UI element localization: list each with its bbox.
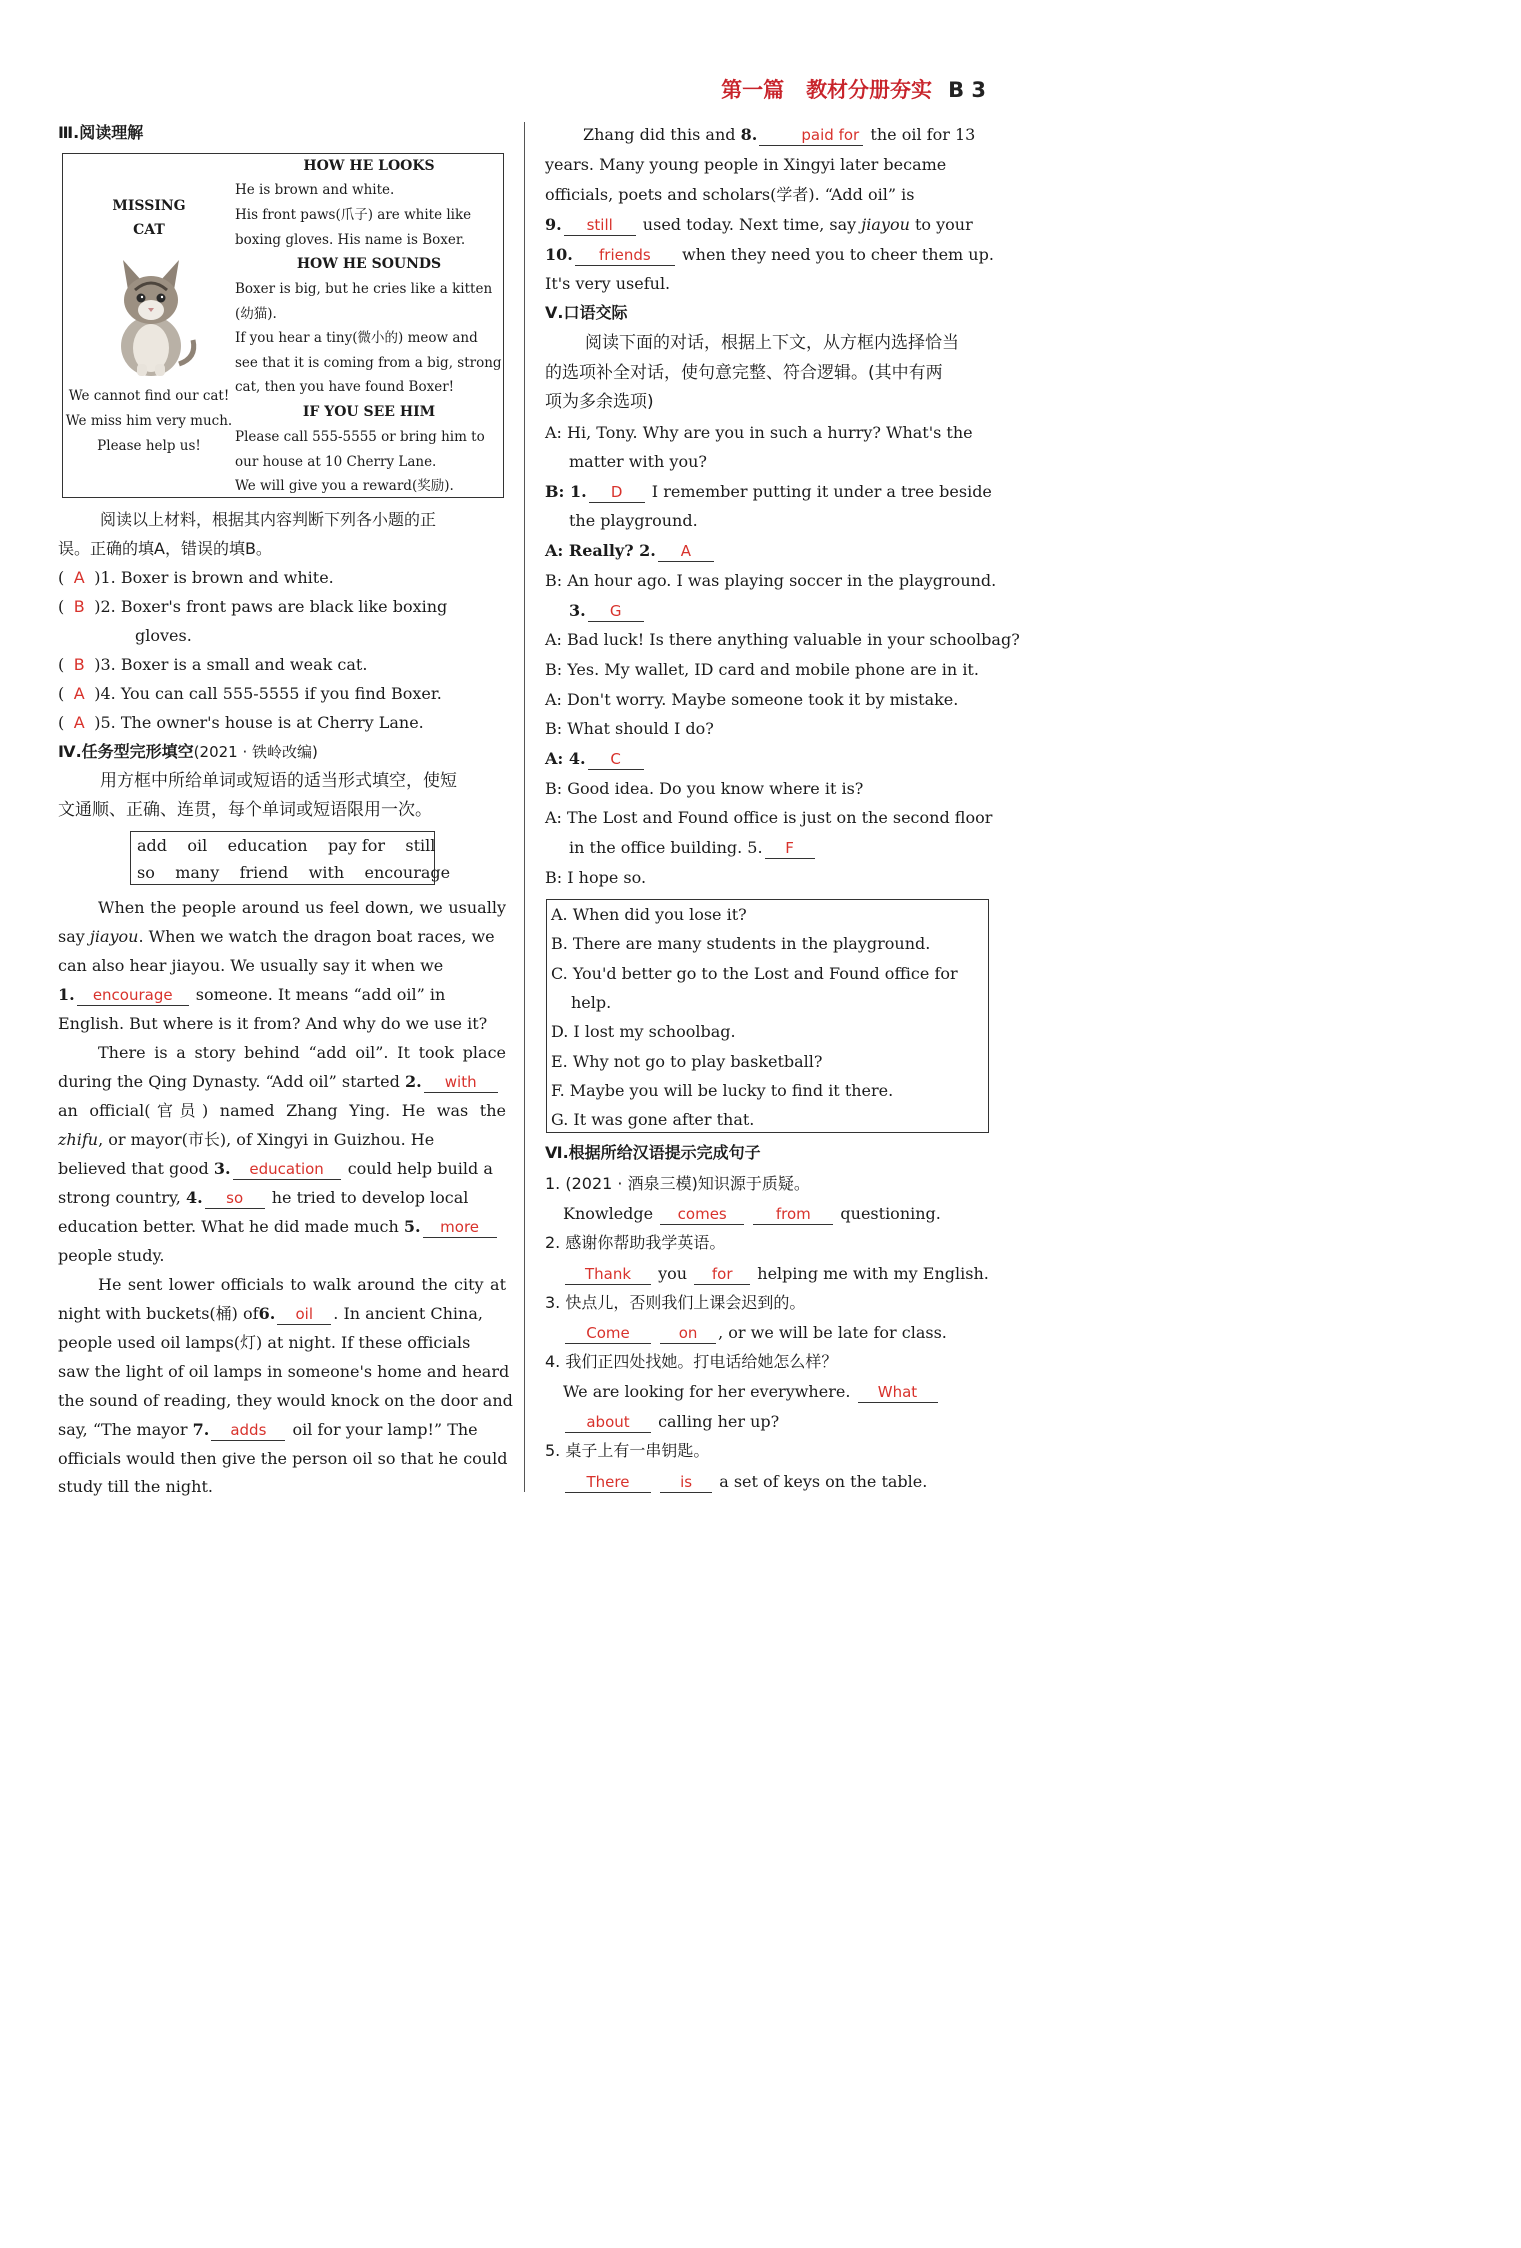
passage-word: zhifu [58,1130,99,1149]
passage-line: Zhang did this and 8. paid for the oil for 13 [583,125,976,144]
answer-blank: What [858,1382,938,1403]
passage-word: someone. It means “add oil” in [195,985,446,1004]
notice-left-panel [63,154,235,497]
passage-word: he tried to develop local [271,1188,469,1207]
answer-blank: F [765,838,815,859]
answer-blank: with [424,1072,498,1093]
answer-blank: friends [575,245,675,266]
passage-word: . In ancient China, [333,1304,483,1323]
answer-blank: There [565,1472,651,1493]
dialog-line: the playground. [569,511,698,530]
translation-prompt: 3. 快点儿，否则我们上课会迟到的。 [545,1293,806,1312]
passage-line: He sent lower officials to walk around the city at [98,1275,506,1294]
passage-word: could help build a [347,1159,493,1178]
dialog-speaker: A: Really? 2. [545,541,656,560]
notice-looks-line: His front paws(爪子) are white like [235,207,472,223]
sentence-text: We are looking for her everywhere. [563,1382,851,1401]
passage-line: education better. What he did made much 5. more [58,1215,506,1239]
passage-line: There is a story behind “add oil”. It took place [98,1043,506,1062]
section3-instruction: 误。正确的填A，错误的填B。 [58,539,272,558]
translation-answer-line [563,1470,990,1494]
answer-blank: still [564,215,636,236]
sentence-text: helping me with my English. [757,1264,989,1283]
page-number: B 3 [948,78,986,102]
section5-title: Ⅴ.口语交际 [545,303,628,322]
passage-word: strong country, [58,1188,181,1207]
passage-line: 9. still used today. Next time, say jiayou to your [545,215,973,234]
word-bank [130,831,451,885]
notice-sounds-line: (幼猫). [235,306,277,322]
translation-answer-line [563,1321,990,1345]
passage-word: oil for your lamp!” The [292,1420,478,1439]
passage-word: say, “The mayor [58,1420,188,1439]
passage-line: can also hear jiayou. We usually say it when we [58,956,444,975]
answer-blank: oil [277,1304,331,1325]
word-bank-item: add [137,836,168,855]
section3-instruction: 阅读以上材料，根据其内容判断下列各小题的正 [100,510,437,529]
option-item: E. Why not go to play basketball? [551,1052,823,1071]
answer-blank: G [588,601,644,622]
option-item: C. You'd better go to the Lost and Found office for [551,964,958,983]
notice-missing: MISSING [112,198,186,214]
passage-word: the oil for 13 [870,125,976,144]
passage-word: jiayou [861,215,910,234]
sentence-text: a set of keys on the table. [719,1472,928,1491]
translation-prompt: 5. 桌子上有一串钥匙。 [545,1441,710,1460]
translation-prompt: 1. (2021 · 酒泉三模)知识源于质疑。 [545,1174,810,1193]
option-item: D. I lost my schoolbag. [551,1022,736,1041]
dialog-line: A: The Lost and Found office is just on the second floor [545,808,993,827]
notice-looks-line: boxing gloves. His name is Boxer. [235,232,466,248]
notice-see-line: our house at 10 Cherry Lane. [235,454,437,470]
header-part: 第一篇 [721,78,785,102]
dialog-line: B: I hope so. [545,868,647,887]
answer-blank: from [753,1204,833,1225]
section5-instruction: 的选项补全对话，使句意完整、符合逻辑。(其中有两 [545,363,943,383]
word-bank-item: with [308,863,345,882]
word-bank-item: pay for [327,836,386,855]
passage-line: night with buckets(桶) of6. oil . In ancient China, [58,1304,483,1323]
notice-sounds-line: see that it is coming from a big, strong [235,355,502,371]
passage-line: study till the night. [58,1477,213,1496]
word-bank-item: many [175,863,220,882]
dialog-text: I remember putting it under a tree beside [651,482,992,501]
passage-line [58,925,506,949]
question-text: )3. Boxer is a small and weak cat. [94,655,368,674]
answer-blank: Thank [565,1264,651,1285]
passage-word: night with buckets(桶) of [58,1304,259,1323]
dialog-line: A: Hi, Tony. Why are you in such a hurry? What's the [545,423,973,442]
passage-word: believed that good [58,1159,209,1178]
option-item: help. [571,993,612,1012]
question-5: ( A )5. The owner's house is at Cherry Lane. [58,711,506,735]
section4-heading [58,740,506,764]
word-bank-item: so [137,863,155,882]
passage-line: saw the light of oil lamps in someone's home and heard [58,1362,510,1381]
passage-line: strong country, 4. so he tried to develop local [58,1188,469,1207]
question-2: ( B )2. Boxer's front paws are black like boxing [58,595,506,619]
answer-blank: about [565,1412,651,1433]
passage-word: . When we watch the dragon boat races, we [138,927,495,946]
passage-word: jiayou [89,927,139,946]
passage-line: during the Qing Dynasty. “Add oil” started 2. with [58,1070,506,1094]
notice-see-line: We will give you a reward(奖励). [235,478,454,494]
sentence-text: calling her up? [658,1412,780,1431]
notice-caption-2: We miss him very much. [65,413,233,429]
sentence-text: Knowledge [563,1204,654,1223]
translation-answer-line [563,1380,990,1404]
answer-blank: C [588,749,644,770]
blank-number: 1. [58,985,75,1004]
passage-word: during the Qing Dynasty. “Add oil” started [58,1072,400,1091]
question-text: )4. You can call 555-5555 if you find Boxer. [94,684,442,703]
passage-line: the sound of reading, they would knock on the door and [58,1391,513,1410]
passage-word: Zhang did this and [583,125,736,144]
notice-sounds-heading: HOW HE SOUNDS [296,256,442,272]
passage-word: when they need you to cheer them up. [681,245,994,264]
notice-see-heading: IF YOU SEE HIM [302,404,436,420]
dialog-line: B: Yes. My wallet, ID card and mobile phone are in it. [545,660,979,679]
passage-line: 10. friends when they need you to cheer them up. [545,245,994,264]
answer-blank: paid for [759,125,863,146]
answer-blank: Come [565,1323,651,1344]
passage-word: to your [914,215,973,234]
question-answer: A [73,684,85,703]
section5-instruction: 项为多余选项) [545,392,654,412]
section6-title: Ⅵ.根据所给汉语提示完成句子 [545,1143,761,1162]
answer-blank: for [694,1264,750,1285]
passage-word: education better. What he did made much [58,1217,399,1236]
dialog-line: A: Bad luck! Is there anything valuable in your schoolbag? [545,630,1020,649]
dialog-line: B: Good idea. Do you know where it is? [545,779,864,798]
option-item: B. There are many students in the playground. [551,934,931,953]
question-answer: A [73,568,85,587]
answer-blank: comes [660,1204,744,1225]
question-text: )1. Boxer is brown and white. [94,568,334,587]
word-bank-item: oil [187,836,208,855]
option-item: F. Maybe you will be lucky to find it there. [551,1081,894,1100]
dialog-speaker: A: 4. [545,749,586,768]
translation-answer-line [563,1410,990,1434]
question-3: ( B )3. Boxer is a small and weak cat. [58,653,506,677]
notice-sounds-line: cat, then you have found Boxer! [235,379,455,395]
notice-caption-1: We cannot find our cat! [68,388,230,404]
translation-prompt: 2. 感谢你帮助我学英语。 [545,1233,726,1252]
kitten-photo [101,246,201,378]
section4-source: (2021 · 铁岭改编) [193,743,318,761]
answer-blank: adds [211,1420,285,1441]
dialog-line [545,836,990,860]
word-bank-row-1 [131,832,434,859]
section4-instruction: 用方框中所给单词或短语的适当形式填空，使短 [100,771,457,791]
passage-line: believed that good 3. education could help build a [58,1159,493,1178]
header-title: 教材分册夯实 [806,78,933,102]
notice-sounds-line: If you hear a tiny(微小的) meow and [235,330,478,346]
question-answer: A [73,713,85,732]
translation-answer-line [563,1262,990,1286]
word-bank-row-2 [131,859,451,886]
question-1: ( A )1. Boxer is brown and white. [58,566,506,590]
passage-line: It's very useful. [545,274,671,293]
passage-line: officials would then give the person oil so that he could [58,1449,508,1468]
notice-see-line: Please call 555-5555 or bring him to [235,429,485,445]
question-answer: B [73,655,85,674]
question-2-cont: gloves. [135,626,192,645]
dialog-line: matter with you? [569,452,707,471]
dialog-line: B: What should I do? [545,719,714,738]
sentence-text: questioning. [840,1204,941,1223]
word-bank-item: education [227,836,308,855]
passage-word: used today. Next time, say [642,215,857,234]
dialog-line: B: An hour ago. I was playing soccer in the playground. [545,571,997,590]
passage-line: people study. [58,1246,165,1265]
question-4: ( A )4. You can call 555-5555 if you find Boxer. [58,682,506,706]
dialog-speaker: B: 1. [545,482,587,501]
section3-title: Ⅲ.阅读理解 [58,123,144,142]
passage-word: , or mayor(市长), of Xingyi in Guizhou. He [98,1130,435,1149]
question-text: )2. Boxer's front paws are black like boxing [94,597,448,616]
passage-line: officials, poets and scholars(学者). “Add oil” is [545,185,915,204]
passage-line: When the people around us feel down, we usually [98,898,506,917]
dialog-line: A: Don't worry. Maybe someone took it by mistake. [545,690,959,709]
missing-cat-notice [62,153,504,498]
passage-line: say, “The mayor 7. adds oil for your lamp!” The [58,1420,478,1439]
section4-title: Ⅳ.任务型完形填空 [58,742,194,761]
answer-blank: encourage [77,985,189,1006]
passage-line: people used oil lamps(灯) at night. If these officials [58,1333,471,1352]
option-item: G. It was gone after that. [551,1110,755,1129]
passage-line [58,1128,506,1152]
translation-prompt: 4. 我们正四处找她。打电话给她怎么样？ [545,1352,838,1371]
option-item: A. When did you lose it? [551,905,747,924]
notice-sounds-line: Boxer is big, but he cries like a kitten [235,281,493,297]
dialog-line [545,599,990,623]
dialog-line [545,480,990,504]
dialog-speaker: 3. [569,601,586,620]
passage-line: years. Many young people in Xingyi later became [545,155,947,174]
answer-blank: education [233,1159,341,1180]
page-header [721,74,986,104]
dialog-line [545,747,990,771]
passage-line: English. But where is it from? And why do we use it? [58,1014,488,1033]
dialog-text: in the office building. 5. [569,838,763,857]
section4-instruction: 文通顺、正确、连贯，每个单词或短语限用一次。 [58,800,432,820]
answer-blank: A [658,541,714,562]
dialog-line [545,539,990,563]
notice-looks-heading: HOW HE LOOKS [303,158,435,174]
passage-line: an official(官员) named Zhang Ying. He was the [58,1101,506,1120]
question-text: )5. The owner's house is at Cherry Lane. [94,713,424,732]
notice-caption-3: Please help us! [97,438,201,454]
notice-cat: CAT [133,222,165,238]
answer-blank: so [205,1188,265,1209]
notice-looks-line: He is brown and white. [235,182,395,198]
word-bank-item: encourage [364,863,451,882]
sentence-text: you [658,1264,688,1283]
section5-instruction: 阅读下面的对话，根据上下文，从方框内选择恰当 [585,333,959,353]
options-box [546,899,989,1133]
column-divider [524,122,525,1492]
passage-word: say [58,927,85,946]
sentence-text: , or we will be late for class. [718,1323,947,1342]
word-bank-item: friend [239,863,289,882]
answer-blank: more [423,1217,497,1238]
answer-blank: on [660,1323,716,1344]
passage-line [58,983,506,1007]
answer-blank: D [589,482,645,503]
answer-blank: is [660,1472,712,1493]
question-answer: B [73,597,85,616]
word-bank-item: still [405,836,436,855]
translation-answer-line [563,1202,990,1226]
